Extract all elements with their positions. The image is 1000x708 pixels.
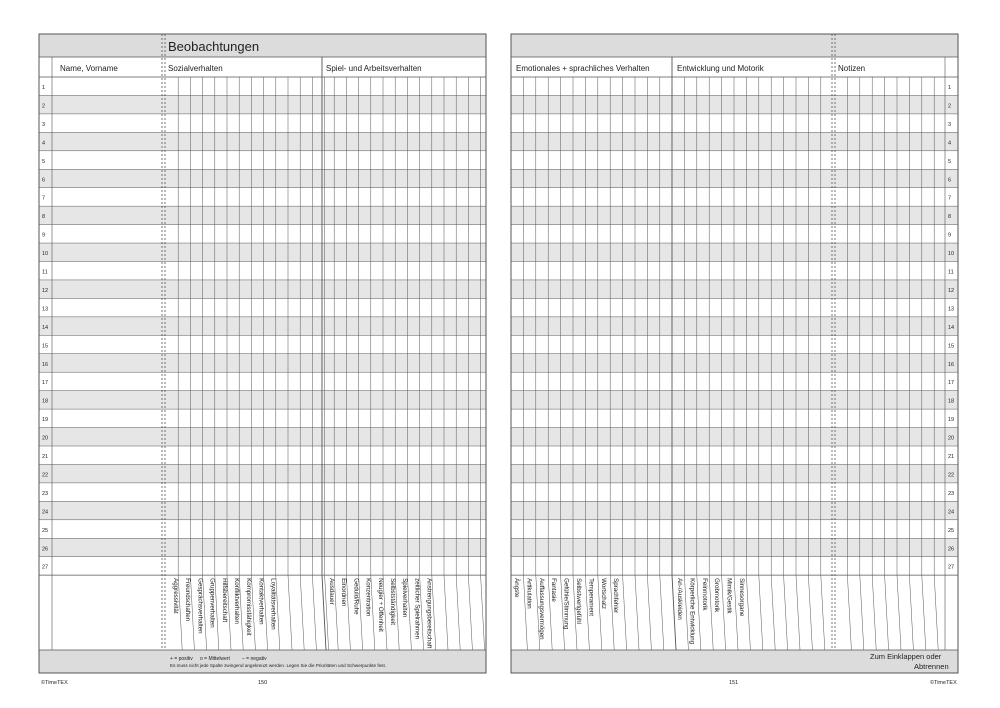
row-number: 25 [948,527,955,534]
column-label-social: Hilfsbereitschaft [220,578,228,623]
row-shade [39,169,486,187]
section-header-social: Sozialverhalten [168,64,223,73]
row-number: 19 [948,417,955,424]
row-shade [511,538,958,556]
row-number: 10 [948,251,955,258]
row-number: 17 [42,380,49,387]
column-label-emotional: Wortschatz [599,578,607,609]
grid-line [922,575,926,650]
column-label-social: Konfliktverhalten [233,578,240,624]
grid-line [860,575,864,650]
row-shade [39,206,486,224]
row-number: 7 [948,195,952,202]
row-number: 14 [948,324,955,331]
column-label-development: Mimik/Gestik [725,578,733,614]
row-number: 18 [948,398,955,405]
grid-line [456,575,460,650]
row-number: 8 [42,214,46,221]
row-number: 22 [42,472,49,479]
row-shade [511,501,958,519]
column-label-development: Sinnesorgane [738,578,745,617]
row-number: 27 [42,564,49,571]
grid-line [796,575,800,650]
column-label-social: Aggressivität [172,578,179,614]
row-number: 19 [42,417,49,424]
row-number: 10 [42,251,49,258]
row-number: 26 [42,546,49,553]
column-label-social: Gesprächsverhalten [196,578,204,634]
row-number: 24 [42,509,49,516]
column-label-play: Selbstständigkeit [389,578,396,625]
row-number: 11 [42,269,48,276]
row-shade [39,391,486,409]
column-label-social: Gruppenverhalten [208,578,216,628]
row-shade [511,243,958,261]
column-label-development: Körperliche Entwicklung [688,578,696,645]
column-label-emotional: Auffassungsvermögen [537,578,545,640]
fold-note: Zum Einklappen oder [870,652,942,661]
grid-line [288,575,292,650]
row-shade [39,280,486,298]
grid-line [672,575,676,650]
legend-negative: – = negativ [242,656,267,662]
row-shade [39,95,486,113]
row-number: 7 [42,195,46,202]
column-label-development: An-/Auskleiden [676,578,683,620]
row-shade [39,132,486,150]
column-label-emotional: Selbstwertgefühl [575,578,582,624]
section-header-development: Entwicklung und Motorik [677,64,764,73]
page-number: 150 [258,680,268,686]
row-number: 17 [948,380,955,387]
column-label-social: Kontaktverhalten [257,578,265,625]
column-label-play: Spielverhalten [401,578,409,618]
grid-line [847,575,851,650]
row-number: 15 [948,343,955,350]
column-label-play: Konzentration [364,578,372,617]
row-number: 15 [42,343,49,350]
column-label-play: Ausdauer [328,578,335,605]
row-number: 3 [948,121,952,128]
grid-line [697,575,701,650]
row-number: 1 [42,85,46,91]
row-number: 25 [42,527,49,534]
row-shade [511,206,958,224]
column-label-emotional: Temperament [587,578,595,616]
column-label-emotional: Sprachfehler [612,578,620,614]
column-label-play: zeitlicher Spielrahmen [413,578,421,640]
grid-line [300,575,304,650]
row-shade [511,169,958,187]
grid-line [771,575,775,650]
column-label-play: Einordnen [340,578,348,607]
row-number: 21 [42,454,49,460]
row-number: 24 [948,509,955,516]
grid-line [734,575,738,650]
grid-line [312,575,316,650]
row-number: 4 [948,140,952,147]
row-shade [39,243,486,261]
row-shade [511,464,958,482]
row-number: 21 [948,454,955,460]
grid-line [759,575,763,650]
legend-positive: + = positiv [170,656,193,662]
column-label-social: Loyalitätsverhalten [269,578,277,630]
column-label-play: Anstrengungsbereitschaft [425,578,433,649]
row-shade [39,354,486,372]
grid-line [635,575,639,650]
row-shade [511,391,958,409]
column-label-development: Grobmotorik [713,578,721,613]
row-number: 23 [42,490,49,497]
section-header-notes: Notizen [838,64,866,73]
row-number: 23 [948,490,955,497]
row-number: 22 [948,472,955,479]
row-number: 5 [948,158,952,165]
grid-line [934,575,938,650]
row-number: 9 [948,232,952,239]
row-number: 11 [948,269,954,276]
column-label-social: Freundschaften [184,578,192,622]
grid-line [897,575,901,650]
row-number: 16 [948,361,955,368]
column-label-emotional: Gefühle/Stimmung [562,578,570,630]
row-number: 5 [42,158,46,165]
row-number: 6 [42,177,46,184]
row-number: 3 [42,121,46,128]
title-band [39,34,486,57]
grid-line [481,575,485,650]
row-shade [39,317,486,335]
section-header-emotional: Emotionales + sprachliches Verhalten [516,64,650,73]
row-number: 20 [42,435,49,442]
column-label-development: Feinmotorik [700,578,708,611]
row-number: 6 [948,177,952,184]
legend-note: Es muss nicht jede Spalte zwingend angekreuzt werden. Legen Sie die Prioritäten und Schwerpunkte fest. [170,663,387,668]
row-number: 14 [42,324,49,331]
brand-mark: ©TimeTEX [41,680,68,686]
row-shade [511,428,958,446]
grid-line [647,575,651,650]
grid-line [468,575,472,650]
row-number: 12 [948,287,955,294]
row-shade [511,317,958,335]
row-shade [39,428,486,446]
row-shade [511,354,958,372]
row-number: 16 [42,361,49,368]
row-shade [39,538,486,556]
title-band [511,34,958,57]
grid-line [808,575,812,650]
row-number: 27 [948,564,955,571]
brand-mark: ©TimeTEX [930,680,957,686]
grid-line [821,575,825,650]
row-number: 12 [42,287,49,294]
row-number: 20 [948,435,955,442]
row-shade [39,464,486,482]
page-number: 151 [729,680,739,686]
page-title: Beobachtungen [168,39,260,54]
fold-note: Abtrennen [914,662,949,671]
grid-line [746,575,750,650]
row-number: 8 [948,214,952,221]
grid-line [684,575,688,650]
grid-line [885,575,889,650]
column-label-social: Kompromissfähigkeit [245,578,253,636]
grid-line [444,575,448,650]
row-number: 13 [948,306,955,313]
row-number: 2 [42,103,46,110]
row-number: 9 [42,232,46,239]
column-label-emotional: Ängste [513,578,520,598]
column-label-play: Neugier + Offenheit [376,578,384,632]
row-number: 2 [948,103,952,110]
row-number: 4 [42,140,46,147]
row-shade [511,132,958,150]
grid-line [709,575,713,650]
row-shade [511,95,958,113]
name-column-header: Name, Vorname [60,64,118,73]
column-label-emotional: Fantasie [550,578,558,602]
grid-line [784,575,788,650]
section-header-play: Spiel- und Arbeitsverhalten [326,64,422,73]
row-shade [511,280,958,298]
grid-line [722,575,726,650]
grid-line [660,575,664,650]
column-label-emotional: Artikulation [525,578,533,609]
row-number: 1 [948,85,952,91]
legend-medium: o = Mittelwert [200,656,230,662]
row-number: 13 [42,306,49,313]
row-number: 18 [42,398,49,405]
grid-line [872,575,876,650]
row-shade [39,501,486,519]
grid-line [623,575,627,650]
column-label-play: Geduld/Ruhe [352,578,360,615]
grid-line [909,575,913,650]
row-number: 26 [948,546,955,553]
